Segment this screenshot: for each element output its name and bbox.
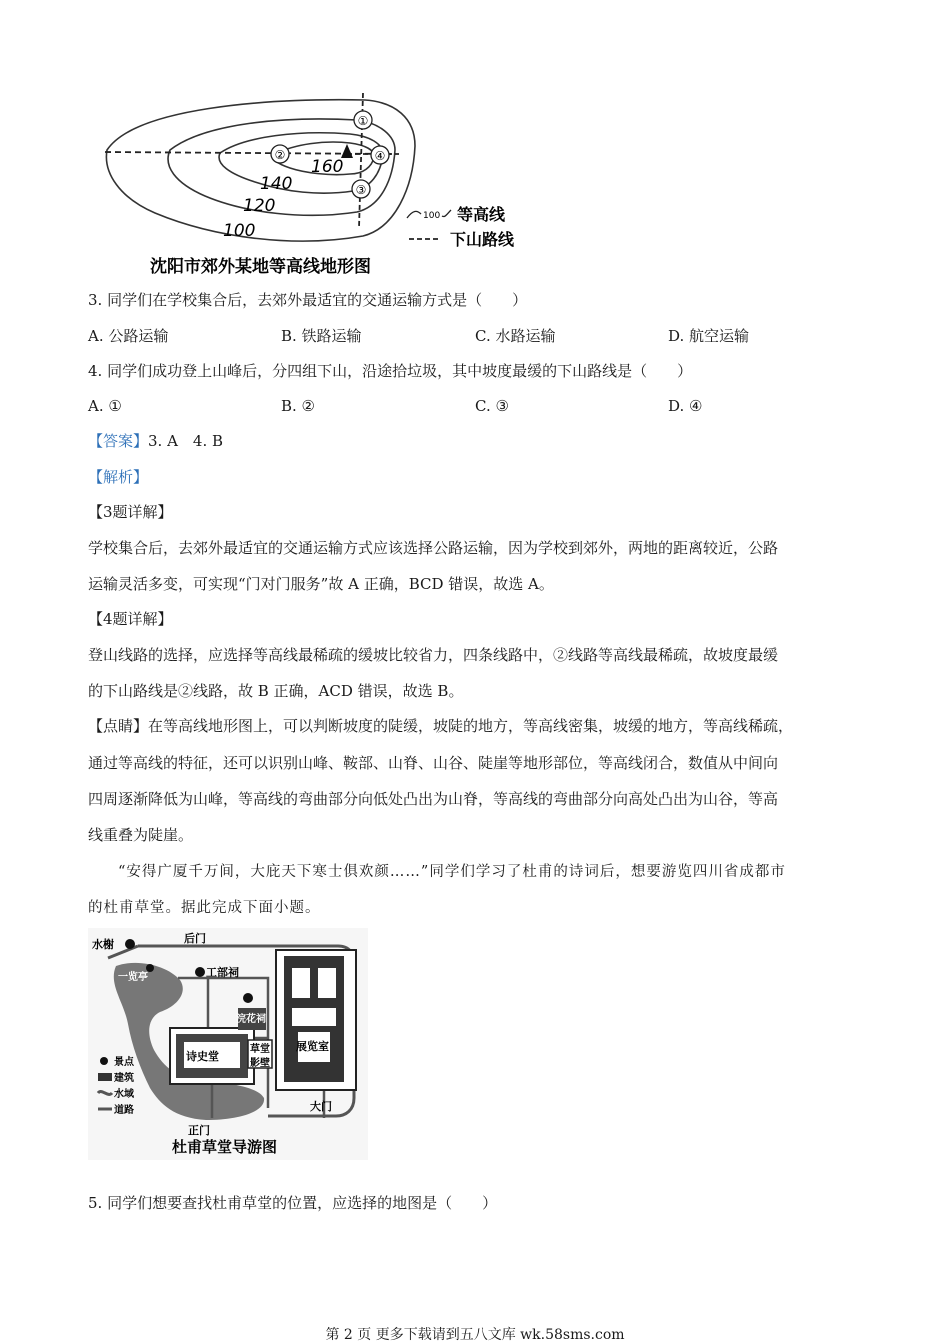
analysis-tag: 【解析】 xyxy=(88,468,149,486)
svg-text:③: ③ xyxy=(355,183,367,197)
contour-label-100: 100 xyxy=(223,221,256,241)
legend-building: 建筑 xyxy=(114,1073,134,1084)
svg-text:④: ④ xyxy=(374,149,386,163)
question-3: 3. 同学们在学校集合后，去郊外最适宜的交通运输方式是（ ） xyxy=(88,291,528,309)
question-5: 5. 同学们想要查找杜甫草堂的位置，应选择的地图是（ ） xyxy=(88,1194,498,1212)
label-yingbi: 影壁 xyxy=(250,1058,270,1069)
question-4: 4. 同学们成功登上山峰后，分四组下山，沿途拾垃圾，其中坡度最缓的下山路线是（ ） xyxy=(88,362,693,380)
legend-contour-sample: 100 xyxy=(423,211,441,221)
label-zhengmen: 正门 xyxy=(188,1124,210,1137)
answer-line xyxy=(88,431,223,451)
contour-map-figure xyxy=(95,88,535,283)
svg-text:①: ① xyxy=(357,114,369,128)
tip-text: 在等高线地形图上，可以判断坡度的陡缓，坡陡的地方，等高线密集，坡缓的地方，等高线稀疏， xyxy=(148,717,794,735)
contour-label-140: 140 xyxy=(260,174,293,194)
label-damen: 大门 xyxy=(310,1100,332,1113)
detail-3-line-2: 运输灵活多变，可实现“门对门服务”故 A 正确，BCD 错误，故选 A。 xyxy=(88,575,554,593)
dufu-map xyxy=(88,928,368,1160)
dufu-map-figure xyxy=(88,928,368,1160)
detail-3-line-1: 学校集合后，去郊外最适宜的交通运输方式应该选择公路运输，因为学校到郊外，两地的距离较近，公路 xyxy=(88,539,779,557)
tip-tag: 【点睛】 xyxy=(88,717,149,735)
q3-option-d: D. 航空运输 xyxy=(668,327,750,345)
legend-spot: 景点 xyxy=(114,1057,134,1068)
route-marker-1 xyxy=(354,111,372,129)
label-caotang: 草堂 xyxy=(250,1044,270,1055)
tip-line-2: 通过等高线的特征，还可以识别山峰、鞍部、山脊、山谷、陡崖等地形部位，等高线闭合，数值从中间向 xyxy=(88,754,779,772)
legend-route-label: 下山路线 xyxy=(450,230,515,249)
dufu-map-caption: 杜甫草堂导游图 xyxy=(172,1138,278,1156)
label-shuixie: 水榭 xyxy=(92,938,114,951)
tip-line-3: 四周逐渐降低为山峰，等高线的弯曲部分向低处凸出为山脊，等高线的弯曲部分向高处凸出为山谷，等高 xyxy=(88,790,779,808)
legend-building-icon xyxy=(98,1073,112,1081)
page-footer: 第 2 页 更多下载请到五八文库 wk.58sms.com xyxy=(325,1327,625,1343)
contour-label-120: 120 xyxy=(243,196,276,216)
passage-line-2: 的杜甫草堂。据此完成下面小题。 xyxy=(88,900,321,916)
q3-option-c: C. 水路运输 xyxy=(475,327,556,345)
passage-line-1: “安得广厦千万间，大庇天下寒士俱欢颜……”同学们学习了杜甫的诗词后，想要游览四川省成都市 xyxy=(118,864,786,880)
spot-huaxici-icon xyxy=(243,993,253,1003)
label-shishitang: 诗史堂 xyxy=(186,1050,219,1063)
q4-option-d: D. ④ xyxy=(668,397,703,415)
q4-option-a: A. ① xyxy=(88,397,122,415)
spot-yiting-icon xyxy=(146,964,154,972)
detail-4-line-2: 的下山路线是②线路，故 B 正确，ACD 错误，故选 B。 xyxy=(88,682,464,700)
legend-spot-icon xyxy=(100,1057,108,1065)
q3-option-b: B. 铁路运输 xyxy=(281,327,362,345)
label-huaxici: 浣花祠 xyxy=(236,1014,266,1025)
label-yiting: 一览亭 xyxy=(118,972,148,983)
contour-map xyxy=(95,88,535,283)
tip-line-4: 线重叠为陡崖。 xyxy=(88,826,194,844)
q3-option-a: A. 公路运输 xyxy=(88,327,169,345)
label-gongbuci: 工部祠 xyxy=(206,966,239,979)
legend-road: 道路 xyxy=(114,1105,134,1116)
tip-line-1 xyxy=(88,716,793,736)
detail-4-heading: 【4题详解】 xyxy=(88,610,173,628)
label-zhanlanshi: 展览室 xyxy=(296,1040,329,1053)
answer-text: 3. A 4. B xyxy=(148,432,224,450)
label-houmen: 后门 xyxy=(184,932,206,945)
q4-option-c: C. ③ xyxy=(475,397,509,415)
legend-water: 水域 xyxy=(114,1089,134,1100)
contour-label-160: 160 xyxy=(311,157,344,177)
spot-gongbuci-icon xyxy=(195,967,205,977)
detail-3-heading: 【3题详解】 xyxy=(88,503,173,521)
route-marker-3 xyxy=(352,180,370,198)
legend-contour-label: 等高线 xyxy=(457,205,506,224)
route-marker-4 xyxy=(371,146,389,164)
svg-text:②: ② xyxy=(274,148,286,162)
contour-map-caption: 沈阳市郊外某地等高线地形图 xyxy=(150,257,371,277)
detail-4-line-1: 登山线路的选择，应选择等高线最稀疏的缓坡比较省力，四条线路中，②线路等高线最稀疏，故坡度最缓 xyxy=(88,646,779,664)
summit-icon xyxy=(341,144,353,158)
answer-tag: 【答案】 xyxy=(88,432,149,450)
route-marker-2 xyxy=(271,145,289,163)
q4-option-b: B. ② xyxy=(281,397,316,415)
spot-shuixie-icon xyxy=(125,939,135,949)
